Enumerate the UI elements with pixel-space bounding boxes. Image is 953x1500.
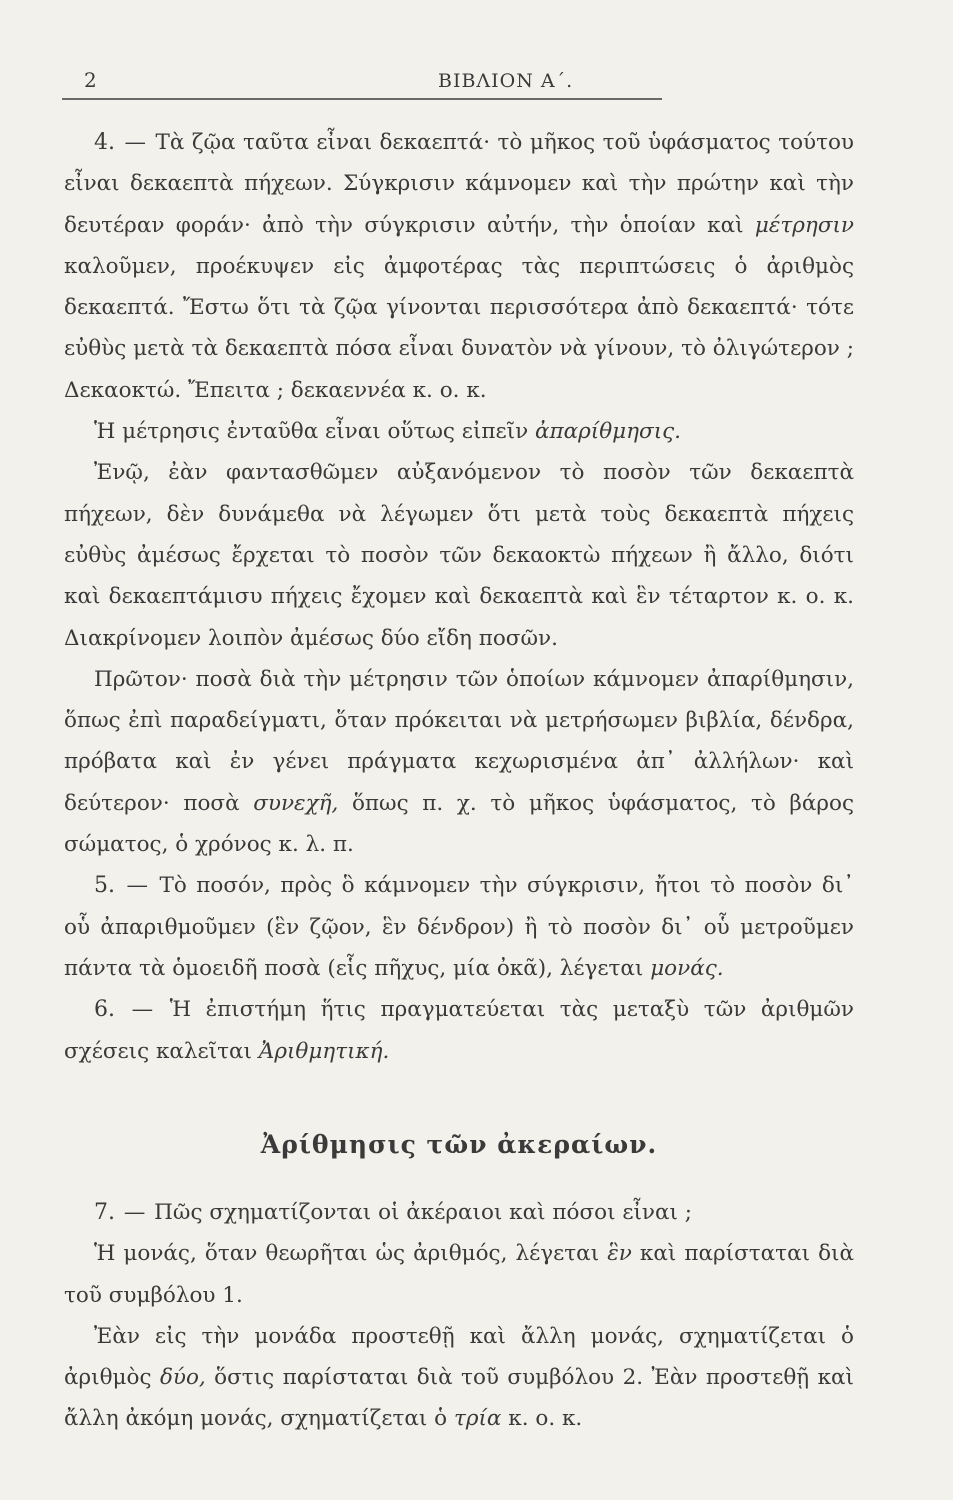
paragraph-number: 5. [94, 873, 115, 899]
paragraph-7: 7. — Πῶς σχηματίζονται οἱ ἀκέραιοι καὶ πόσοι εἶναι ; [94, 1200, 693, 1225]
header-rule [62, 98, 662, 100]
section-title: Ἀρίθμησις τῶν ἀκεραίων. [260, 1130, 658, 1159]
paragraph-two: Ἐὰν εἰς τὴν μονάδα προστεθῇ καὶ ἄλλη μονάς, σχηματίζεται ὁ ἀριθμὸς δύο, ὅστις παρίσταται διὰ τοῦ συμβόλου 2. Ἐὰν προστεθῇ καὶ ἄλλη ἀκόμη μονάς, σχηματίζεται ὁ τρία κ. ο. κ. [64, 1323, 854, 1432]
paragraph-number: 4. [94, 130, 115, 155]
paragraph-unit: Ἡ μονάς, ὅταν θεωρῆται ὡς ἀριθμός, λέγεται ἓν καὶ παρίσταται διὰ τοῦ συμβόλου 1. [64, 1241, 854, 1308]
paragraph-6: 6. — Ἡ ἐπιστήμη ἥτις πραγματεύεται τὰς μεταξὺ τῶν ἀριθμῶν σχέσεις καλεῖται Ἀριθμητική. [64, 997, 855, 1064]
paragraph-4: 4. — Τὰ ζῷα ταῦτα εἶναι δεκαεπτά· τὸ μῆκος τοῦ ὑφάσματος τούτου εἶναι δεκαεπτὰ πήχεων. Σύγκρισιν κάμνομεν καὶ τὴν πρώτην καὶ τὴν δευτέραν φοράν· ἀπὸ τὴν σύγκρισιν αὐτήν, τὴν ὁποίαν καὶ μέτρησιν καλοῦμεν, προέκυψεν εἰς ἀμφοτέρας τὰς περιπτώσεις ὁ ἀριθμὸς δεκαεπτά. Ἔστω ὅτι τὰ ζῷα γίνονται περισσότερα ἀπὸ δεκαεπτά· τότε εὐθὺς μετὰ τὰ δεκαεπτὰ πόσα εἶναι δυνατὸν νὰ γίνουν, τὸ ὀλιγώτερον ; Δεκαοκτώ. Ἔπειτα ; δεκαεννέα κ. ο. κ. [64, 130, 855, 403]
paragraph-measurement: Ἡ μέτρησις ἐνταῦθα εἶναι οὕτως εἰπεῖν ἀπαρίθμησις. [94, 419, 682, 445]
paragraph-continuous: Ἐνῷ, ἐὰν φαντασθῶμεν αὐξανόμενον τὸ ποσὸν τῶν δεκαεπτὰ πήχεων, δὲν δυνάμεθα νὰ λέγωμεν ὅτι μετὰ τοὺς δεκαεπτὰ πήχεις εὐθὺς ἀμέσως ἔρχεται τὸ ποσὸν τῶν δεκαοκτὼ πήχεων ἢ ἄλλο, διότι καὶ δεκαεπτάμισυ πήχεις ἔχομεν καὶ δεκαεπτὰ καὶ ἓν τέταρτον κ. ο. κ. Διακρίνομεν λοιπὸν ἀμέσως δύο εἴδη ποσῶν. [64, 460, 854, 651]
section-text [64, 1192, 854, 1440]
running-title: ΒΙΒΛΙΟΝ Α΄. [438, 70, 574, 92]
paragraph-two-kinds: Πρῶτον· ποσὰ διὰ τὴν μέτρησιν τῶν ὁποίων κάμνομεν ἀπαρίθμησιν, ὅπως ἐπὶ παραδείγματι, ὅταν πρόκειται νὰ μετρήσωμεν βιβλία, δένδρα, πρόβατα καὶ ἐν γένει πράγματα κεχωρισμένα ἀπ᾽ ἀλλήλων· καὶ δεύτερον· ποσὰ συνεχῆ, ὅπως π. χ. τὸ μῆκος ὑφάσματος, τὸ βάρος σώματος, ὁ χρόνος κ. λ. π. [64, 666, 854, 858]
page-header [62, 68, 842, 98]
paragraph-number: 6. [94, 997, 115, 1023]
paragraph-number: 7. [94, 1200, 115, 1225]
page-number: 2 [84, 68, 97, 92]
paragraph-5: 5. — Τὸ ποσόν, πρὸς ὃ κάμνομεν τὴν σύγκρισιν, ἤτοι τὸ ποσὸν δι᾽ οὗ ἀπαριθμοῦμεν (ἓν ζῷον, ἓν δένδρον) ἢ τὸ ποσὸν δι᾽ οὗ μετροῦμεν πάντα τὰ ὁμοειδῆ ποσὰ (εἷς πῆχυς, μία ὀκᾶ), λέγεται μονάς. [64, 873, 855, 981]
main-text [64, 122, 854, 1072]
